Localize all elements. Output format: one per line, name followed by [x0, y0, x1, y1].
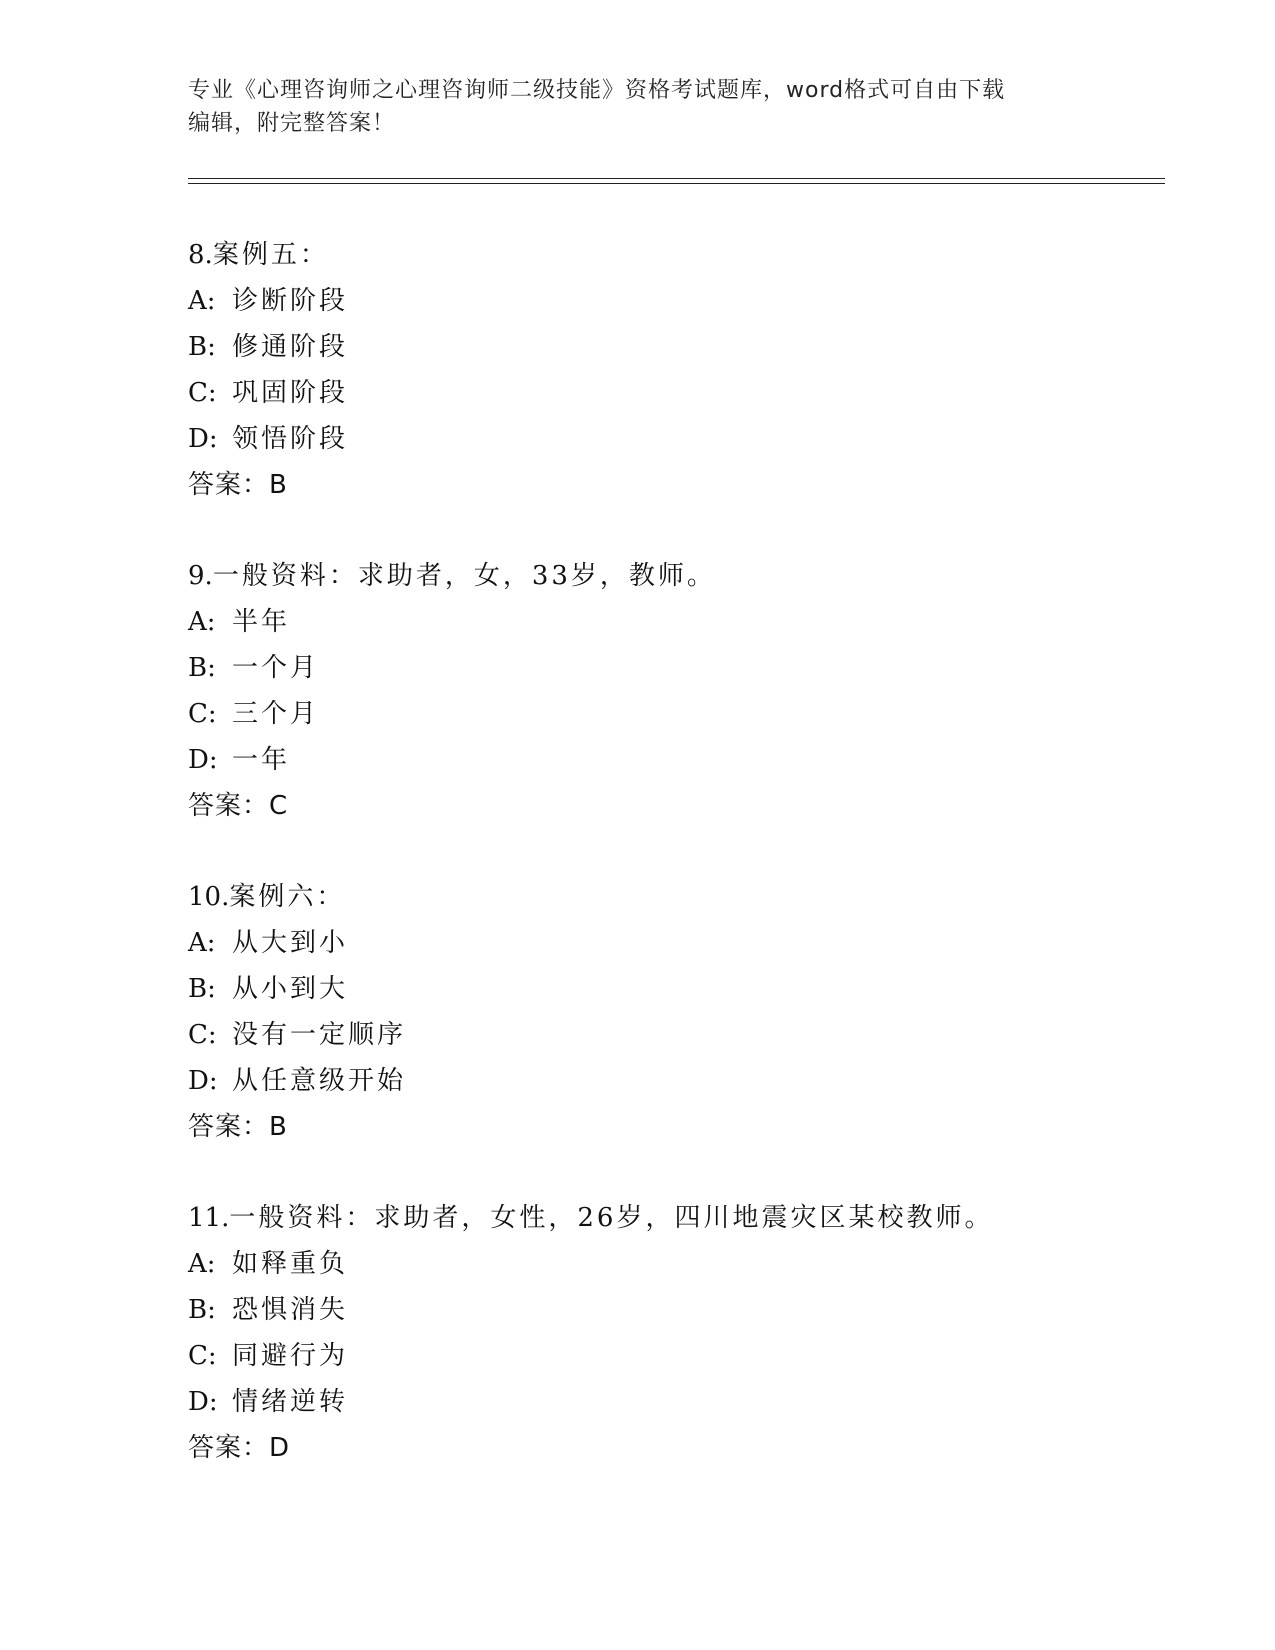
option-letter: D: [188, 1387, 218, 1417]
option-letter: B: [188, 1295, 216, 1325]
option-a [188, 1241, 1168, 1287]
option-text: 从小到大 [232, 974, 349, 1004]
document-header [188, 74, 1078, 140]
option-letter: D: [188, 745, 218, 775]
option-b [188, 645, 1168, 691]
question-number: 10. [188, 882, 230, 912]
option-c [188, 1012, 1168, 1058]
option-letter: A: [188, 607, 216, 637]
option-text: 从大到小 [232, 928, 349, 958]
option-text: 一年 [232, 745, 291, 775]
question-number: 8. [188, 240, 213, 270]
header-divider-top [188, 178, 1165, 179]
option-letter: C: [188, 699, 217, 729]
option-text: 半年 [232, 607, 291, 637]
question-stem [188, 1195, 1168, 1241]
option-b [188, 324, 1168, 370]
option-letter: A: [188, 928, 216, 958]
option-text: 一个月 [232, 653, 320, 683]
option-letter: D: [188, 424, 218, 454]
option-text: 巩固阶段 [232, 378, 349, 408]
option-text: 如释重负 [232, 1249, 349, 1279]
option-letter: C: [188, 1020, 217, 1050]
question-text: 一般资料：求助者，女性，26岁，四川地震灾区某校教师。 [229, 1203, 994, 1233]
option-d [188, 416, 1168, 462]
question-stem [188, 232, 1168, 278]
option-c [188, 691, 1168, 737]
option-text: 从任意级开始 [232, 1066, 407, 1096]
option-text: 情绪逆转 [232, 1387, 349, 1417]
option-a [188, 599, 1168, 645]
answer-line: 答案：B [188, 470, 288, 500]
option-c [188, 370, 1168, 416]
option-b [188, 1287, 1168, 1333]
question-number: 11. [188, 1203, 230, 1233]
question-stem [188, 874, 1168, 920]
question-text: 案例五： [212, 240, 329, 270]
option-letter: B: [188, 332, 216, 362]
answer-line: 答案：C [188, 791, 289, 821]
option-d [188, 1058, 1168, 1104]
question-11 [188, 1195, 1168, 1471]
option-text: 没有一定顺序 [232, 1020, 407, 1050]
question-9 [188, 553, 1168, 829]
question-number: 9. [188, 561, 213, 591]
option-letter: B: [188, 974, 216, 1004]
option-letter: D: [188, 1066, 218, 1096]
question-list [188, 232, 1168, 1516]
header-line-2: 编辑，附完整答案！ [188, 111, 396, 136]
option-c [188, 1333, 1168, 1379]
option-b [188, 966, 1168, 1012]
answer-line: 答案：B [188, 1112, 288, 1142]
option-letter: C: [188, 378, 217, 408]
question-10 [188, 874, 1168, 1150]
option-text: 三个月 [232, 699, 320, 729]
option-letter: A: [188, 286, 216, 316]
option-text: 恐惧消失 [232, 1295, 349, 1325]
option-text: 同避行为 [232, 1341, 349, 1371]
option-d [188, 737, 1168, 783]
option-d [188, 1379, 1168, 1425]
header-divider-bottom [188, 183, 1165, 184]
question-text: 案例六： [229, 882, 346, 912]
option-text: 诊断阶段 [232, 286, 349, 316]
option-text: 修通阶段 [232, 332, 349, 362]
option-text: 领悟阶段 [232, 424, 349, 454]
option-letter: A: [188, 1249, 216, 1279]
option-letter: B: [188, 653, 216, 683]
option-a [188, 278, 1168, 324]
question-stem [188, 553, 1168, 599]
option-a [188, 920, 1168, 966]
option-letter: C: [188, 1341, 217, 1371]
question-8 [188, 232, 1168, 508]
header-line-1: 专业《心理咨询师之心理咨询师二级技能》资格考试题库，word格式可自由下载 [188, 78, 1006, 103]
answer-line: 答案：D [188, 1433, 291, 1463]
question-text: 一般资料：求助者，女，33岁，教师。 [212, 561, 716, 591]
